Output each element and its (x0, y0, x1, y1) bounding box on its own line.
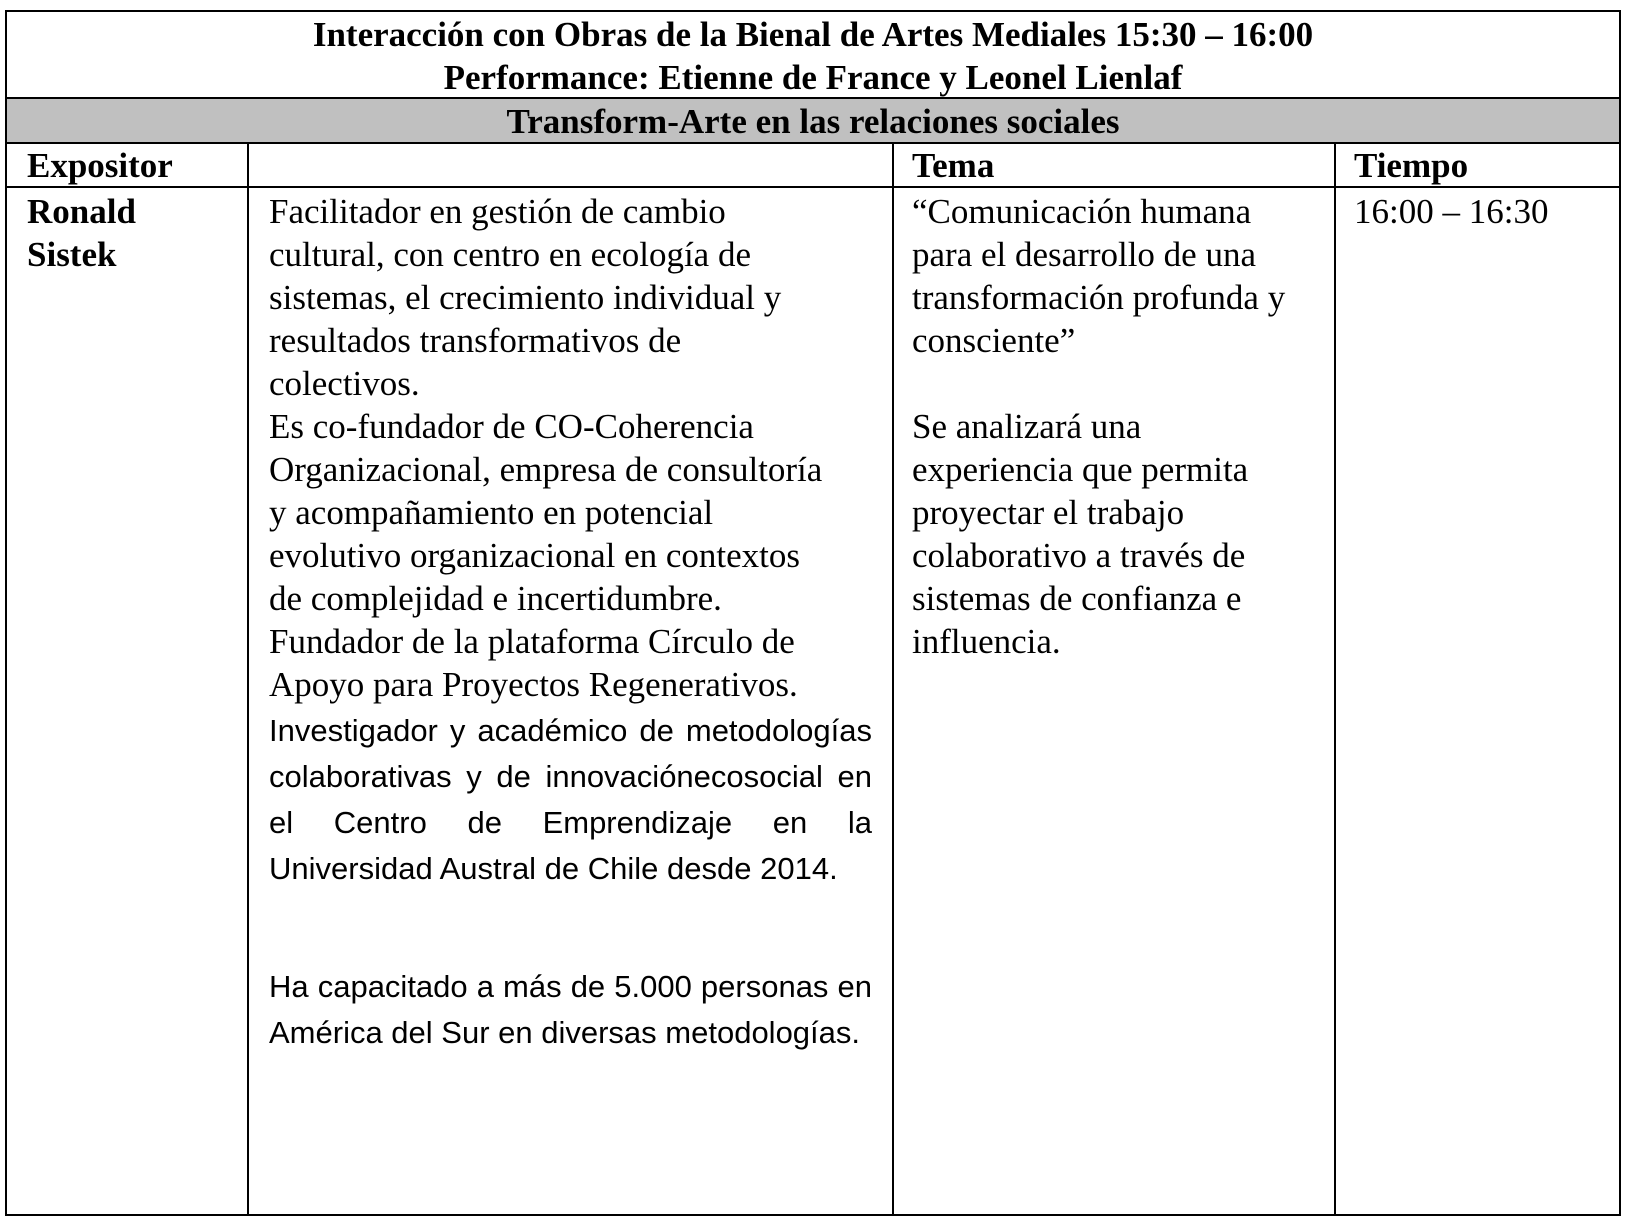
tema-desc-line: colaborativo a través de (912, 536, 1246, 575)
tema-desc-line: sistemas de confianza e (912, 579, 1242, 618)
section-header: Transform-Arte en las relaciones sociales (7, 99, 1619, 144)
column-headers (7, 144, 1619, 188)
event-title-block (7, 12, 1619, 99)
time-slot: 16:00 – 16:30 (1354, 192, 1549, 231)
bio-cell (247, 188, 892, 1214)
program-table (5, 10, 1621, 1216)
bio-line: evolutivo organizacional en contextos (269, 536, 800, 575)
bio-line: Es co-fundador de CO-Coherencia (269, 407, 754, 446)
speaker-cell (7, 188, 247, 1214)
performance-line: Performance: Etienne de France y Leonel Lienlaf (443, 58, 1183, 97)
tema-title-line: para el desarrollo de una (912, 235, 1257, 274)
column-header-tema: Tema (892, 144, 1334, 186)
tema-desc-line: Se analizará una (912, 407, 1142, 446)
tema-title-line: consciente” (912, 321, 1076, 360)
bio-line: sistemas, el crecimiento individual y (269, 278, 782, 317)
tiempo-cell (1334, 188, 1619, 1214)
bio-line: Facilitador en gestión de cambio (269, 192, 726, 231)
event-title: Interacción con Obras de la Bienal de Artes Mediales 15:30 – 16:00 (312, 15, 1314, 54)
tema-desc-line: proyectar el trabajo (912, 493, 1185, 532)
column-header-blank (247, 144, 892, 186)
tema-desc-line: experiencia que permita (912, 450, 1249, 489)
speaker-last-name: Sistek (27, 235, 117, 274)
bio-line: y acompañamiento en potencial (269, 493, 714, 532)
column-header-expositor: Expositor (27, 146, 173, 185)
table-row (7, 188, 1619, 1214)
tema-desc-line: influencia. (912, 622, 1061, 661)
bio-line: cultural, con centro en ecología de (269, 235, 752, 274)
paragraph-spacer (912, 362, 1334, 405)
bio-research-paragraph: Investigador y académico de metodologías colaborativas y de innovaciónecosocial en el Centro de Emprendizaje en la Universidad Austral de Chile desde 2014. (269, 713, 872, 886)
bio-line: colectivos. (269, 364, 420, 403)
bio-line: Fundador de la plataforma Círculo de (269, 622, 795, 661)
speaker-first-name: Ronald (27, 192, 136, 231)
bio-training-paragraph: Ha capacitado a más de 5.000 personas en América del Sur en diversas metodologías. (269, 969, 872, 1050)
tema-title-line: transformación profunda y (912, 278, 1286, 317)
tema-title-line: “Comunicación humana (912, 192, 1252, 231)
paragraph-spacer (269, 892, 872, 962)
bio-line: de complejidad e incertidumbre. (269, 579, 722, 618)
bio-line: resultados transformativos de (269, 321, 682, 360)
bio-line: Apoyo para Proyectos Regenerativos. (269, 665, 798, 704)
tema-cell (892, 188, 1334, 1214)
bio-line: Organizacional, empresa de consultoría (269, 450, 823, 489)
column-header-tiempo: Tiempo (1334, 144, 1619, 186)
